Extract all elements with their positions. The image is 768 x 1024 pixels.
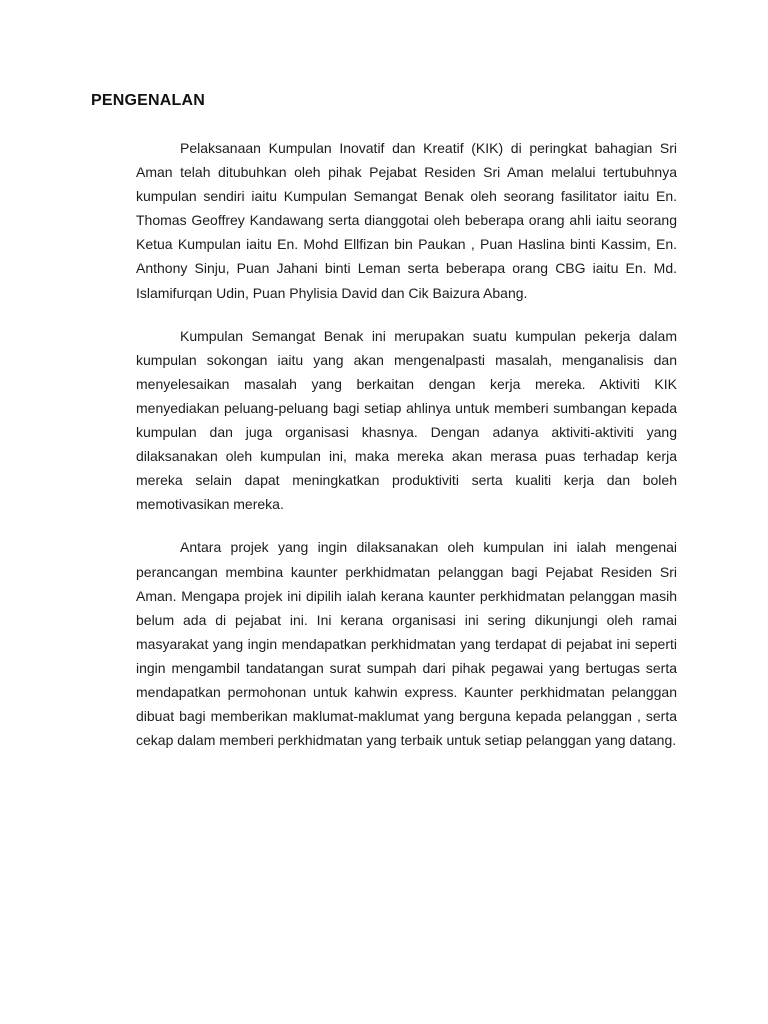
- paragraph-project-description: Antara projek yang ingin dilaksanakan oleh kumpulan ini ialah mengenai perancangan membina kaunter perkhidmatan pelanggan bagi Pejabat Residen Sri Aman. Mengapa projek ini dipilih ialah kerana kaunter perkhidmatan pelanggan masih belum ada di pejabat ini. Ini kerana organisasi ini sering dikunjungi oleh ramai masyarakat yang ingin mendapatkan perkhidmatan yang terdapat di pejabat ini seperti ingin mengambil tandatangan surat sumpah dari pihak pegawai yang bertugas serta mendapatkan permohonan untuk kahwin express. Kaunter perkhidmatan pelanggan dibuat bagi memberikan maklumat-maklumat yang berguna kepada pelanggan , serta cekap dalam memberi perkhidmatan yang terbaik untuk setiap pelanggan yang datang.: [136, 539, 677, 749]
- section-heading: PENGENALAN: [91, 92, 206, 109]
- document-body: [136, 136, 677, 771]
- paragraph-group-purpose: Kumpulan Semangat Benak ini merupakan suatu kumpulan pekerja dalam kumpulan sokongan iaitu yang akan mengenalpasti masalah, menganalisis dan menyelesaikan masalah yang berkaitan dengan kerja mereka. Aktiviti KIK menyediakan peluang-peluang bagi setiap ahlinya untuk memberi sumbangan kepada kumpulan dan juga organisasi khasnya. Dengan adanya aktiviti-aktiviti yang dilaksanakan oleh kumpulan ini, maka mereka akan merasa puas terhadap kerja mereka selain dapat meningkatkan produktiviti serta kualiti kerja dan boleh memotivasikan mereka.: [136, 327, 677, 513]
- paragraph-introduction: Pelaksanaan Kumpulan Inovatif dan Kreatif (KIK) di peringkat bahagian Sri Aman telah ditubuhkan oleh pihak Pejabat Residen Sri Aman melalui tertubuhnya kumpulan sendiri iaitu Kumpulan Semangat Benak oleh seorang fasilitator iaitu En. Thomas Geoffrey Kandawang serta dianggotai oleh beberapa orang ahli iaitu seorang Ketua Kumpulan iaitu En. Mohd Ellfizan bin Paukan , Puan Haslina binti Kassim, En. Anthony Sinju, Puan Jahani binti Leman serta beberapa orang CBG iaitu En. Md. Islamifurqan Udin, Puan Phylisia David dan Cik Baizura Abang.: [136, 140, 677, 301]
